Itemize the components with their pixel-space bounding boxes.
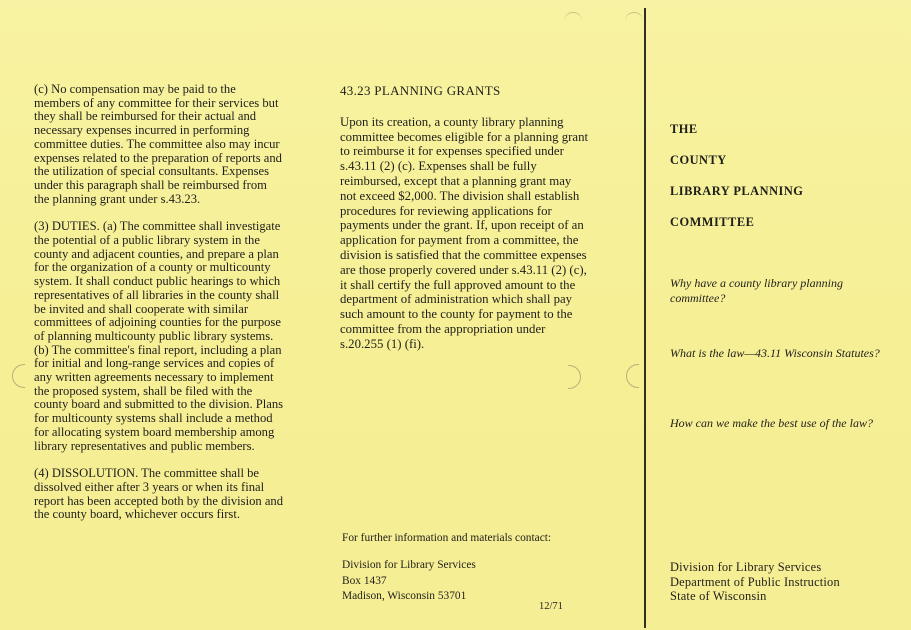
- cover-question: What is the law—43.11 Wisconsin Statutes?: [670, 346, 880, 360]
- punch-mark: [564, 12, 582, 23]
- middle-panel: [340, 84, 590, 352]
- contact-line: Madison, Wisconsin 53701: [342, 590, 467, 603]
- cover-address: [670, 560, 840, 604]
- address-line: State of Wisconsin: [670, 589, 767, 604]
- contact-line: Division for Library Services: [342, 558, 476, 571]
- cover-title: [670, 123, 803, 247]
- cover-title-line: COUNTY: [670, 153, 727, 167]
- duties-paragraph-b: (b) The committee's final report, including a plan for initial and long-range services and copies of any written agreements necessary to implement the proposed system, shall be filed with the county board and submitted to the division. Plans for multicounty systems shall include a method for allocating system board membership among library representatives and public members.: [34, 342, 284, 453]
- compensation-paragraph: (c) No compensation may be paid to the members of any committee for their services but they shall be reimbursed for their actual and necessary expenses incurred in performing committee duties. The committee also may incur expenses related to the preparation of reports and the utilization of special consultants. Expenses under this paragraph shall be reimbursed from the planning grant under s.43.23.: [34, 82, 282, 206]
- contact-block: [342, 531, 582, 605]
- address-line: Division for Library Services: [670, 560, 822, 574]
- cover-title-line: COMMITTEE: [670, 215, 755, 229]
- left-panel: [34, 83, 284, 522]
- contact-intro: For further information and materials contact:: [342, 532, 552, 544]
- punch-mark: [625, 12, 643, 23]
- contact-line: Box 1437: [342, 574, 387, 587]
- address-line: Department of Public Instruction: [670, 574, 840, 589]
- hole-punch-mark: [568, 365, 581, 389]
- hole-punch-mark: [626, 364, 639, 388]
- cover-question: Why have a county library planning committee?: [670, 276, 843, 305]
- hole-punch-mark: [12, 364, 25, 388]
- cover-title-line: LIBRARY PLANNING: [670, 184, 804, 198]
- fold-divider: [644, 8, 646, 628]
- planning-grants-body: Upon its creation, a county library planning committee becomes eligible for a planning grant to reimburse it for expenses specified under s.43.11 (2) (c). Expenses shall be fully reimbursed, except that a planning grant may not exceed $2,000. The division shall establish procedures for reviewing applications for payments under the grant. If, upon receipt of an application for payment from a committee, the division is satisfied that the committee expenses are those properly covered under s.43.11 (2) (c), it shall certify the full approved amount to the department of administration which shall pay such amount to the county for payment to the committee from the appropriation under s.20.255 (1) (fi).: [340, 114, 589, 351]
- cover-question: How can we make the best use of the law?: [670, 416, 873, 430]
- date-code: 12/71: [539, 601, 563, 612]
- cover-title-line: THE: [670, 122, 698, 136]
- duties-paragraph-a: (3) DUTIES. (a) The committee shall investigate the potential of a public library system in the county and adjacent counties, and prepare a plan for the organization of a county or multicounty system. It shall conduct public hearings to which representatives of all libraries in the county shall be invited and shall cooperate with similar committees of adjoining counties for the purpose of planning multicounty public library systems.: [34, 219, 281, 343]
- planning-grants-heading: 43.23 PLANNING GRANTS: [340, 83, 501, 98]
- dissolution-paragraph: (4) DISSOLUTION. The committee shall be dissolved either after 3 years or when its final report has been accepted both by the division and the county board, whichever occurs first.: [34, 466, 283, 522]
